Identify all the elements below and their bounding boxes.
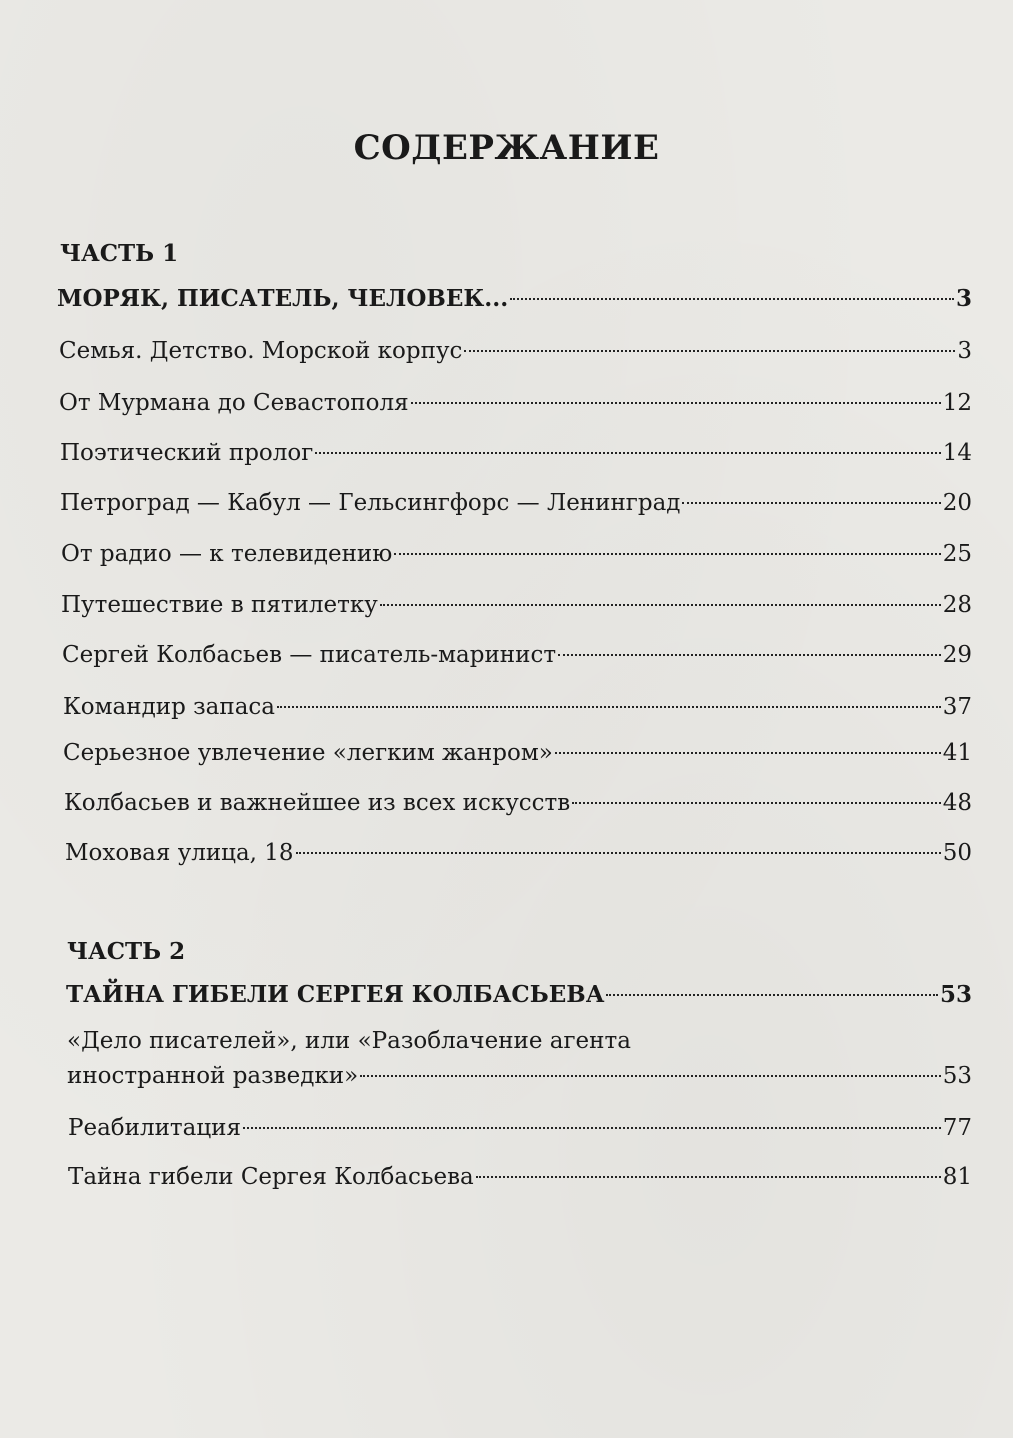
- toc-page-number: 29: [942, 642, 972, 668]
- dot-leader: [682, 502, 940, 504]
- toc-entry[interactable]: [59, 386, 972, 420]
- toc-entry[interactable]: [59, 334, 972, 368]
- toc-entry[interactable]: [64, 786, 972, 820]
- toc-entry[interactable]: [60, 486, 972, 520]
- toc-entry-text: Поэтический пролог: [60, 440, 314, 466]
- toc-entry-text: Тайна гибели Сергея Колбасьева: [68, 1164, 474, 1190]
- toc-entry[interactable]: [61, 588, 972, 622]
- toc-page-number: 41: [942, 740, 972, 766]
- toc-entry-text: МОРЯК, ПИСАТЕЛЬ, ЧЕЛОВЕК...: [57, 285, 509, 312]
- dot-leader: [572, 802, 941, 804]
- dot-leader: [411, 402, 941, 404]
- part2-heading[interactable]: [66, 978, 972, 1012]
- toc-page-number: 28: [942, 592, 972, 618]
- toc-entry-text-line1: «Дело писателей», или «Разоблачение агента: [67, 1028, 631, 1054]
- toc-entry-text: Командир запаса: [63, 694, 275, 720]
- toc-entry[interactable]: [68, 1111, 972, 1145]
- toc-entry[interactable]: [67, 1059, 972, 1093]
- dot-leader: [476, 1176, 941, 1178]
- dot-leader: [606, 994, 938, 996]
- dot-leader: [360, 1075, 941, 1077]
- toc-entry-text: От Мурмана до Севастополя: [59, 390, 409, 416]
- dot-leader: [277, 706, 941, 708]
- toc-entry[interactable]: [61, 537, 972, 571]
- dot-leader: [510, 298, 954, 300]
- toc-entry[interactable]: [62, 638, 972, 672]
- toc-entry-text: Колбасьев и важнейшее из всех искусств: [64, 790, 571, 816]
- dot-leader: [464, 350, 955, 352]
- dot-leader: [243, 1127, 941, 1129]
- dot-leader: [394, 553, 940, 555]
- page-title: СОДЕРЖАНИЕ: [353, 128, 660, 168]
- toc-entry-text: Серьезное увлечение «легким жанром»: [63, 740, 553, 766]
- toc-page-number: 25: [942, 541, 972, 567]
- toc-page-number: 3: [957, 338, 972, 364]
- toc-page-number: 53: [939, 981, 972, 1008]
- toc-entry-text: Семья. Детство. Морской корпус: [59, 338, 463, 364]
- toc-entry[interactable]: [63, 736, 972, 770]
- toc-page-number: 20: [942, 490, 972, 516]
- toc-entry[interactable]: [63, 690, 972, 724]
- dot-leader: [555, 752, 941, 754]
- part1-heading[interactable]: [57, 282, 972, 316]
- toc-page-number: 14: [942, 440, 972, 466]
- dot-leader: [296, 852, 941, 854]
- toc-entry-text: Реабилитация: [68, 1115, 241, 1141]
- dot-leader: [558, 654, 941, 656]
- toc-entry-text: Моховая улица, 18: [65, 840, 294, 866]
- toc-entry[interactable]: [65, 836, 972, 870]
- toc-entry-text: Сергей Колбасьев — писатель-маринист: [62, 642, 557, 668]
- toc-entry[interactable]: [60, 436, 972, 470]
- toc-entry-text: От радио — к телевидению: [61, 541, 393, 567]
- dot-leader: [380, 604, 941, 606]
- toc-page-number: 81: [942, 1164, 972, 1190]
- toc-page-number: 53: [942, 1063, 972, 1089]
- part1-label: ЧАСТЬ 1: [60, 240, 179, 267]
- toc-entry-text: Путешествие в пятилетку: [61, 592, 378, 618]
- toc-page-number: 37: [942, 694, 972, 720]
- toc-page-number: 48: [942, 790, 972, 816]
- toc-page-number: 77: [942, 1115, 972, 1141]
- part2-label: ЧАСТЬ 2: [67, 938, 186, 965]
- toc-entry-text: ТАЙНА ГИБЕЛИ СЕРГЕЯ КОЛБАСЬЕВА: [66, 981, 605, 1008]
- toc-page-number: 50: [942, 840, 972, 866]
- toc-entry-text: Петроград — Кабул — Гельсингфорс — Ленинград: [60, 490, 681, 516]
- toc-entry-text: иностранной разведки»: [67, 1063, 359, 1089]
- toc-page-number: 12: [942, 390, 972, 416]
- toc-entry[interactable]: [68, 1160, 972, 1194]
- dot-leader: [315, 452, 940, 454]
- toc-page-number: 3: [955, 285, 972, 312]
